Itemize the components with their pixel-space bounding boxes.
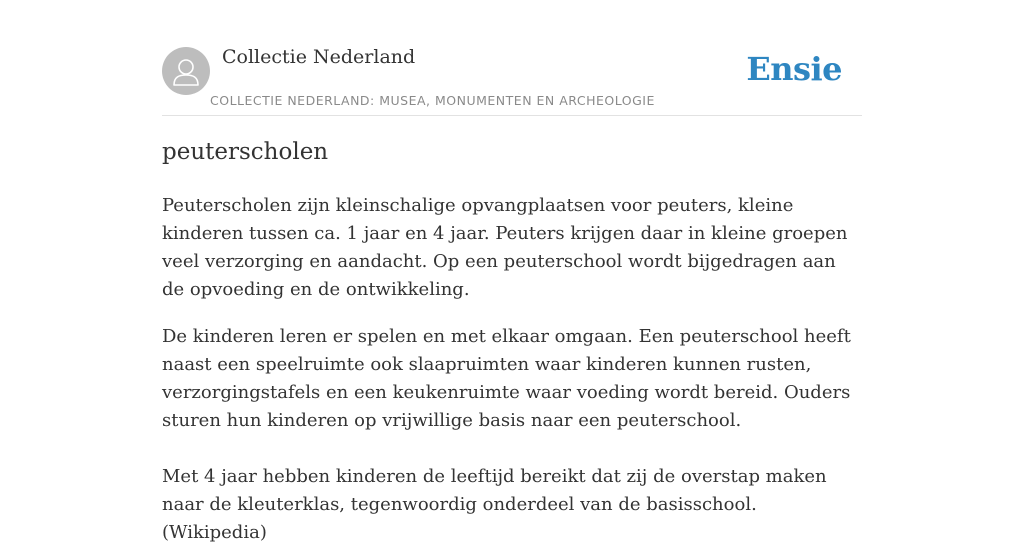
user-avatar-icon <box>162 47 210 95</box>
article-paragraph-2: De kinderen leren er spelen en met elkaar omgaan. Een peuterschool heeft naast een speelruimte ook slaapruimten waar kinderen kunnen rusten, verzorgingstafels en een keukenruimte waar voeding wordt bereid. Ouders sturen hun kinderen op vrijwillige basis naar een peuterschool. <box>162 326 851 431</box>
collection-subtitle[interactable]: COLLECTIE NEDERLAND: MUSEA, MONUMENTEN EN ARCHEOLOGIE <box>210 93 655 108</box>
author-avatar[interactable] <box>162 47 210 95</box>
article-paragraph-3: Met 4 jaar hebben kinderen de leeftijd bereikt dat zij de overstap maken naar de kleuterklas, tegenwoordig onderdeel van de basisschool. (Wikipedia) <box>162 466 827 543</box>
author-name-link[interactable]: Collectie Nederland <box>222 46 416 68</box>
page <box>162 0 862 543</box>
ensie-logo[interactable]: Ensie <box>746 50 842 88</box>
article-paragraph-1: Peuterscholen zijn kleinschalige opvangplaatsen voor peuters, kleine kinderen tussen ca. 1 jaar en 4 jaar. Peuters krijgen daar in kleine groepen veel verzorging en aandacht. Op een peuterschool wordt bijgedragen aan de opvoeding en de ontwikkeling. <box>162 195 848 300</box>
header <box>162 0 862 116</box>
page-title: peuterscholen <box>162 139 329 165</box>
